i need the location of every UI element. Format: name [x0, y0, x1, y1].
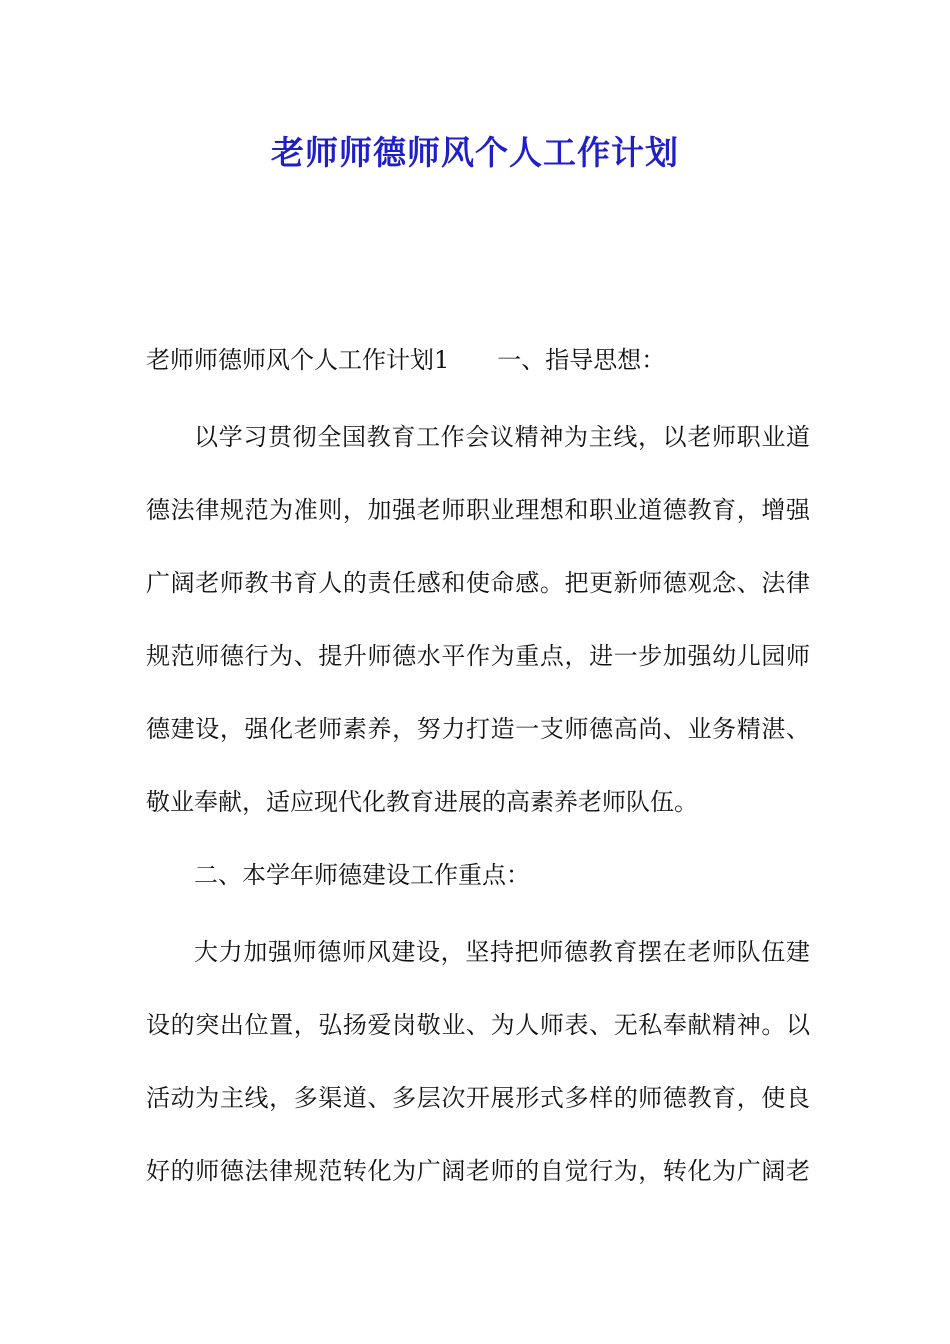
paragraph-line: 大力加强师德师风建设，坚持把师德教育摆在老师队伍建 [194, 938, 810, 966]
plan-heading: 老师师德师风个人工作计划1 [146, 346, 450, 374]
paragraph-line: 规范师德行为、提升师德水平作为重点，进一步加强幼儿园师 [146, 642, 810, 670]
paragraph-line: 广阔老师教书育人的责任感和使命感。把更新师德观念、法律 [146, 569, 810, 597]
heading-line [146, 340, 810, 380]
section-heading-1: 一、指导思想： [497, 346, 666, 374]
document-body [146, 340, 810, 1220]
paragraph-line: 敬业奉献，适应现代化教育进展的高素养老师队伍。 [146, 788, 698, 816]
paragraph-line: 德建设，强化老师素养，努力打造一支师德高尚、业务精湛、 [146, 715, 810, 743]
paragraph-line: 设的突出位置，弘扬爱岗敬业、为人师表、无私奉献精神。以 [146, 1011, 810, 1039]
paragraph-line: 德法律规范为准则，加强老师职业理想和职业道德教育，增强 [146, 496, 810, 524]
paragraph-line: 活动为主线，多渠道、多层次开展形式多样的师德教育，使良 [146, 1084, 810, 1112]
document-title: 老师师德师风个人工作计划 [271, 133, 679, 172]
paragraph-line: 好的师德法律规范转化为广阔老师的自觉行为，转化为广阔老 [146, 1157, 810, 1185]
paragraph-line: 以学习贯彻全国教育工作会议精神为主线，以老师职业道 [194, 423, 810, 451]
section-heading-2: 二、本学年师德建设工作重点： [194, 861, 530, 889]
